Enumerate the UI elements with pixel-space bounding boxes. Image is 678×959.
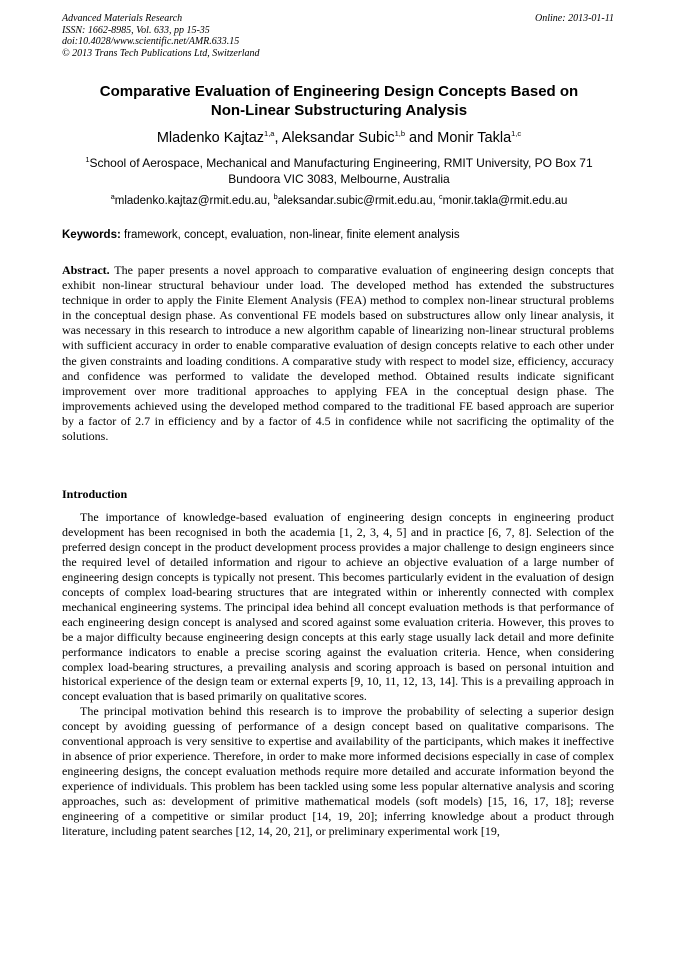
author-sup: 1,b [394, 129, 406, 139]
email-separator: , [267, 195, 274, 207]
email-link[interactable]: monir.takla@rmit.edu.au [442, 195, 568, 207]
email-sup: a [110, 192, 115, 202]
affiliation-line-1: School of Aerospace, Mechanical and Manufacturing Engineering, RMIT University, PO Box 71 [89, 156, 593, 170]
keywords [62, 228, 616, 243]
affiliation-sup: 1 [85, 155, 90, 164]
author-name: Mladenko Kajtaz [156, 130, 265, 146]
title-line-2: Non-Linear Substructuring Analysis [210, 102, 468, 119]
email-sup: b [273, 192, 278, 202]
author-emails [62, 194, 616, 209]
affiliation [62, 156, 616, 187]
journal-name: Advanced Materials Research [62, 13, 183, 24]
paragraph: The principal motivation behind this research is to improve the probability of selecting a superior design concept by avoiding guessing of performance of a design concept based on qualitative comparisons. The conventional approach is very sensitive to expertise and availability of the participants, which makes it ineffective in absence of prior experience. Therefore, in order to make more informed decisions especially in case of complex engineering designs, the concept evaluation methods require more detailed and accurate information beyond the experience of individuals. This problem has been tackled using some less popular alternative analysis and scoring approaches, such as: development of primitive mathematical models (soft models) [15, 16, 17, 18]; reverse engineering of a competitive or similar product [14, 19, 20]; inferring knowledge about a product through literature, including patent searches [12, 14, 20, 21], or preliminary experimental work [19, [62, 704, 614, 839]
title-line-1: Comparative Evaluation of Engineering Design Concepts Based on [99, 83, 579, 100]
email-separator: , [432, 195, 439, 207]
abstract-label: Abstract. [62, 263, 110, 277]
abstract-text: The paper presents a novel approach to comparative evaluation of engineering design concepts that exhibit non-linear structural behaviour under load. The developed method has extended the substructures technique in order to apply the Finite Element Analysis (FEA) method to complex non-linear structural problems in the conceptual design phase. As conventional FE models based on substructures allow only linear analysis, it was necessary in this research to introduce a new algorithm capable of linearizing non-linear structural problems with sufficient accuracy in order to enable comparative evaluation of design concepts relative to each other under the given constraints and loading conditions. A comparative study with respect to model size, efficiency, accuracy and confidence was performed to validate the developed method. Obtained results indicate significant improvement over more traditional approaches to applying FEA in the conceptual design phase. The improvements achieved using the developed method compared to the traditional FE based approach are superior by a factor of 2.7 in efficiency and by a factor of 4.5 in confidence while not sacrificing the optimality of the solutions. [62, 263, 614, 444]
author-sup: 1,a [264, 129, 275, 139]
keywords-label: Keywords: [62, 229, 121, 241]
email-link[interactable]: aleksandar.subic@rmit.edu.au [277, 195, 433, 207]
introduction-body [62, 510, 614, 839]
introduction-heading: Introduction [62, 487, 128, 501]
doi-line: doi:10.4028/www.scientific.net/AMR.633.15 [62, 36, 240, 47]
copyright-line: © 2013 Trans Tech Publications Ltd, Switzerland [62, 47, 260, 59]
paragraph: The importance of knowledge-based evaluation of engineering design concepts in engineering product development has been recognised in both the academia [1, 2, 3, 4, 5] and in practice [6, 7, 8]. Selection of the preferred design concept in the product development process provides a major challenge to design engineers since the required level of detailed information and rigour to achieve an objective evaluation of a large number of engineering design concepts is typically not present. This becomes particularly evident in the evaluation of design concepts of complex load-bearing structures that are integrated within or inherently connected with complex mechanical engineering systems. The principal idea behind all concept evaluation methods is that performance of each engineering design concept is analysed and scored against some evaluation criteria. However, this proves to be a major difficulty because engineering design concepts at this early stage usually lack detail and more definite performance indicators to enable a precise scoring against the evaluation criteria. Hence, when considering complex load-bearing structures, a prevailing analysis and scoring approach is based on personal intuition and historical experience of the design team or external experts [9, 10, 11, 12, 13, 14]. This is a prevailing approach in concept evaluation that is based primarily on qualitative scores. [62, 510, 614, 704]
email-sup: c [438, 192, 443, 202]
online-date: Online: 2013-01-11 [535, 13, 614, 24]
author-name: Aleksandar Subic [281, 130, 395, 146]
affiliation-line-2: Bundoora VIC 3083, Melbourne, Australia [228, 171, 450, 186]
journal-header [62, 13, 260, 59]
paper-title [62, 82, 616, 120]
abstract [62, 263, 614, 444]
author-separator: , [274, 130, 282, 146]
author-name: Monir Takla [437, 130, 512, 146]
author-separator: and [405, 130, 438, 146]
issn-line: ISSN: 1662-8985, Vol. 633, pp 15-35 [62, 24, 210, 36]
author-sup: 1,c [511, 129, 522, 139]
email-link[interactable]: mladenko.kajtaz@rmit.edu.au [114, 195, 268, 207]
author-list [62, 129, 616, 147]
keywords-text: framework, concept, evaluation, non-linear, finite element analysis [124, 229, 460, 241]
